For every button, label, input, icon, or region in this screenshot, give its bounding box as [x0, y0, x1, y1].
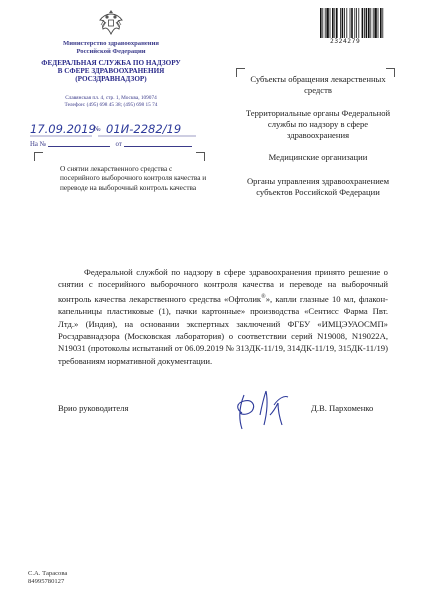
reference-row: [30, 139, 192, 148]
barcode-bar: [351, 8, 353, 38]
handwritten-signature: [230, 385, 300, 433]
barcode-bar: [332, 8, 334, 38]
barcode-bar: [330, 8, 331, 38]
barcode-bar: [346, 8, 347, 38]
service-line-2: В СФЕРЕ ЗДРАВООХРАНЕНИЯ: [57, 67, 165, 76]
barcode-bar: [364, 8, 365, 38]
barcode-bar: [336, 8, 338, 38]
body-part-2: », капли глазные 10 мл, флакон-капельницы пластиковые (1), пачки картонные» производства «Сентисс Фарма Пвт. Лтд.» (Индия), на основании экспертных заключений ФГБУ «ИМЦЭУАОСМП» Росздравнадзора (Московская лаборатория) о соответствии серий N19008, N19022А, N19031 (протоколы испытаний от 06.09.2019 № 313ДК-11/19, 314ДК-11/19, 315ДК-11/19) требованиям нормативной документации.: [58, 293, 388, 366]
barcode-bar: [378, 8, 379, 38]
barcode-bar: [354, 8, 355, 38]
subject-corner-top-left: [34, 152, 43, 161]
number-sign: №: [94, 125, 101, 133]
coat-of-arms-icon: [98, 8, 124, 36]
service-name: [22, 59, 200, 84]
barcode-bar: [326, 8, 328, 38]
barcode-bar: [342, 8, 344, 38]
service-line-3: (РОСЗДРАВНАДЗОР): [75, 75, 147, 84]
subject-corner-top-right: [196, 152, 205, 161]
ministry-name: [22, 40, 200, 55]
barcode-bar: [370, 8, 371, 38]
recipient-4: Органы управления здравоохранением субъектов Российской Федерации: [246, 176, 390, 197]
phone: Телефон: (495) 698 45 38; (495) 698 15 74: [64, 102, 158, 108]
barcode-bar: [382, 8, 383, 38]
barcode-bar: [325, 8, 326, 38]
barcode-bar: [356, 8, 357, 38]
barcode-bar: [362, 8, 364, 38]
recipient-1: Субъекты обращения лекарственных средств: [250, 74, 386, 95]
address: Славянская пл. 4, стр. 1, Москва, 109074: [65, 95, 157, 101]
signer-name: Д.В. Пархоменко: [311, 403, 374, 413]
barcode-bar: [373, 8, 374, 38]
handwritten-date: 17.09.2019: [30, 122, 96, 136]
address-block: [22, 95, 200, 109]
executor-phone: 84995780127: [28, 577, 65, 585]
signer-position: Врио руководителя: [58, 403, 129, 413]
recipient-2: Территориальные органы Федеральной службы по надзору в сфере здравоохранения: [245, 108, 391, 140]
handwritten-number: 01И-2282/19: [106, 122, 182, 136]
barcode-bar: [334, 8, 335, 38]
service-line-1: ФЕДЕРАЛЬНАЯ СЛУЖБА ПО НАДЗОРУ: [41, 59, 181, 67]
registered-mark: ®: [261, 293, 266, 300]
reference-date-label: от: [115, 141, 122, 148]
letter-subject: О снятии лекарственного средства с посерийного выборочного контроля качества и переводе на выборочный контроль качества: [60, 164, 207, 192]
barcode-bar: [344, 8, 345, 38]
barcode-bar: [322, 8, 323, 38]
executor-block: [28, 570, 67, 586]
executor-name: С.А. Тарасова: [28, 570, 68, 577]
ministry-line: Министерство здравоохранения Российской Федерации: [63, 40, 159, 55]
barcode-bar: [366, 8, 368, 38]
barcode: [320, 8, 384, 38]
letter-body: [58, 266, 388, 367]
barcode-number: 2324279: [330, 38, 361, 45]
recipient-3: Медицинские организации: [268, 152, 368, 162]
handwritten-registration: [28, 122, 198, 140]
barcode-bar: [350, 8, 351, 38]
barcode-bar: [380, 8, 382, 38]
barcode-bar: [358, 8, 359, 38]
reference-number-label: На №: [30, 141, 47, 148]
barcode-bar: [340, 8, 341, 38]
barcode-bar: [368, 8, 370, 38]
barcode-bar: [374, 8, 376, 38]
body-part-1: Федеральной службой по надзору в сфере здравоохранения принято решение о снятии с посерийного выборочного контроля качества и переводе на выборочный контроль качества лекарственного средства «Офтолик: [58, 267, 388, 304]
barcode-bar: [320, 8, 322, 38]
